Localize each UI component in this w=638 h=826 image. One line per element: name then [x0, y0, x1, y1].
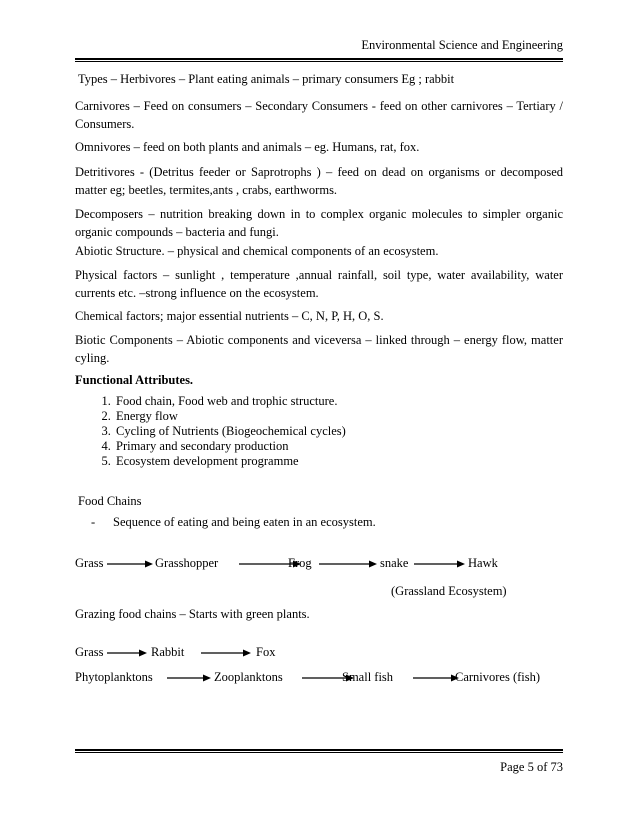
header-rule-thin: [75, 61, 563, 62]
food-chain-grassland: [75, 556, 595, 574]
chain-node: Fox: [256, 645, 276, 659]
footer-rule-thin: [75, 752, 563, 753]
food-chain-grazing: [75, 645, 595, 663]
arrow-right-icon: [201, 647, 251, 659]
chain-node: Frog: [288, 556, 312, 570]
chain-node: Phytoplanktons: [75, 670, 153, 684]
grassland-caption: (Grassland Ecosystem): [391, 584, 507, 598]
header-rule: [75, 58, 563, 60]
chain-node: Grass: [75, 645, 104, 659]
para-carnivores: Carnivores – Feed on consumers – Secondary Consumers - feed on other carnivores – Tertiary / Consumers.: [75, 99, 563, 131]
para-biotic: Biotic Components – Abiotic components and viceversa – linked through – energy flow, matter cyling.: [75, 333, 563, 365]
header-title: Environmental Science and Engineering: [361, 38, 563, 52]
para-chemical: Chemical factors; major essential nutrients – C, N, P, H, O, S.: [75, 309, 384, 323]
page-number: Page 5 of 73: [500, 760, 563, 774]
chain-node: Carnivores (fish): [455, 670, 541, 684]
functional-list: [75, 394, 346, 469]
list-item: 5. Ecosystem development programme: [114, 454, 346, 469]
arrow-right-icon: [413, 672, 459, 684]
para-detritivores: Detritivores - (Detritus feeder or Saprotrophs ) – feed on dead on organisms or decomposed matter eg; beetles, termites,ants , crabs, earthworms.: [75, 165, 563, 197]
list-item: 2. Energy flow: [114, 409, 346, 424]
chain-node: Hawk: [468, 556, 498, 570]
food-chains-heading: Food Chains: [78, 494, 142, 508]
definition-text: Sequence of eating and being eaten in an ecosystem.: [113, 515, 376, 529]
chain-node: Rabbit: [151, 645, 185, 659]
dash-bullet: -: [91, 515, 96, 529]
grazing-text: Grazing food chains – Starts with green plants.: [75, 607, 310, 621]
arrow-right-icon: [319, 558, 377, 570]
footer-rule: [75, 749, 563, 751]
list-item: 1. Food chain, Food web and trophic structure.: [114, 394, 346, 409]
arrow-right-icon: [107, 558, 153, 570]
functional-heading: Functional Attributes.: [75, 373, 194, 387]
arrow-right-icon: [414, 558, 465, 570]
para-physical: Physical factors – sunlight , temperature ,annual rainfall, soil type, water availability, water currents etc. –strong influence on the ecosystem.: [75, 268, 563, 300]
list-item: 4. Primary and secondary production: [114, 439, 346, 454]
chain-node: Zooplanktons: [214, 670, 283, 684]
chain-node: Grasshopper: [155, 556, 219, 570]
chain-node: Small fish: [342, 670, 394, 684]
para-decomposers: Decomposers – nutrition breaking down in to complex organic molecules to simpler organic organic compounds – bacteria and fungi.: [75, 207, 563, 239]
para-abiotic: Abiotic Structure. – physical and chemical components of an ecosystem.: [75, 244, 439, 258]
arrow-right-icon: [167, 672, 211, 684]
chain-node: snake: [380, 556, 409, 570]
para-omnivores: Omnivores – feed on both plants and animals – eg. Humans, rat, fox.: [75, 140, 420, 154]
food-chain-aquatic: [75, 670, 595, 688]
arrow-right-icon: [107, 647, 147, 659]
chain-node: Grass: [75, 556, 104, 570]
para-types: Types – Herbivores – Plant eating animals – primary consumers Eg ; rabbit: [78, 72, 455, 86]
definition-line: [91, 515, 376, 530]
list-item: 3. Cycling of Nutrients (Biogeochemical cycles): [114, 424, 346, 439]
